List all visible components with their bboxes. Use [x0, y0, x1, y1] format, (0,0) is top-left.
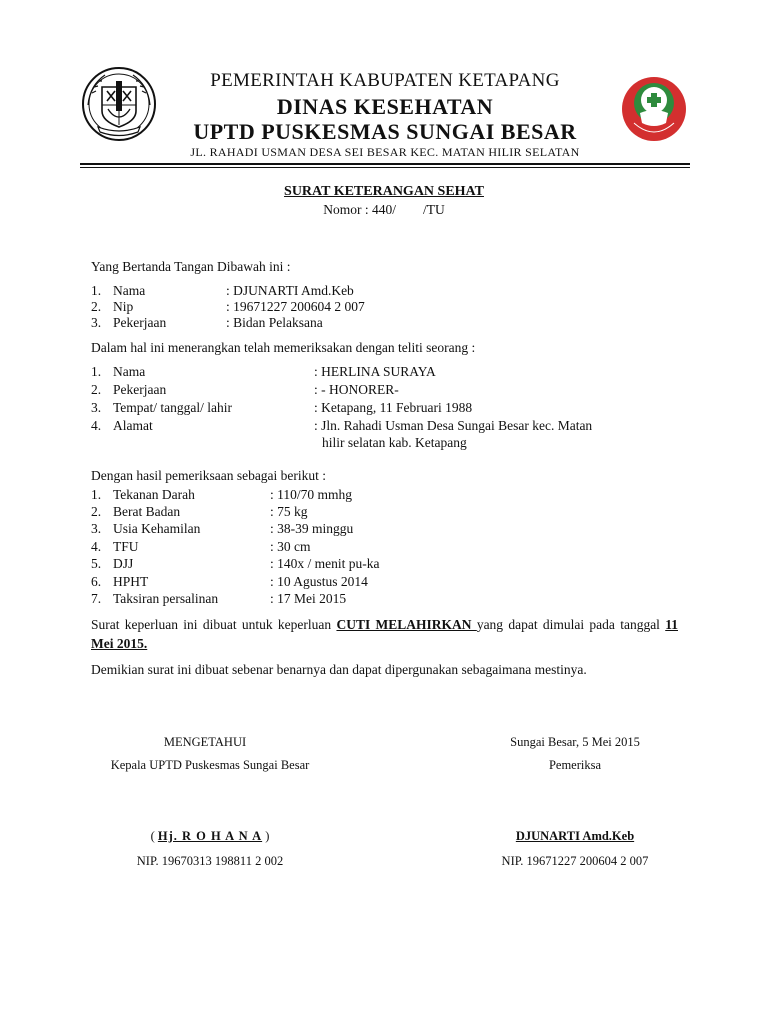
result-value: : 38-39 minggu [270, 521, 354, 536]
letterhead-rule [80, 163, 690, 165]
list-item: 3. Usia Kehamilan [91, 521, 201, 536]
head-signature-name: ( Hj. R O H A N A ) [150, 829, 270, 843]
leave-type: CUTI MELAHIRKAN [336, 617, 477, 632]
patient-birth-value: : Ketapang, 11 Februari 1988 [314, 400, 473, 415]
list-item: 2. Berat Badan [91, 504, 181, 519]
list-item: 6. HPHT [91, 574, 149, 589]
result-value: : 75 kg [270, 504, 308, 519]
document-number: Nomor : 440/ /TU [323, 202, 445, 217]
purpose-paragraph: Surat keperluan ini dibuat untuk keperluan CUTI MELAHIRKAN yang dapat dimulai pada tanggal 11 Mei 2015. [91, 617, 678, 651]
result-value: : 30 cm [270, 539, 311, 554]
acknowledge-label: MENGETAHUI [163, 735, 247, 749]
list-item: 1. Nama [91, 283, 146, 298]
examiner-signature-name: DJUNARTI Amd.Keb [515, 829, 635, 843]
signer-nip-value: : 19671227 200604 2 007 [226, 299, 365, 314]
list-item: 4. TFU [91, 539, 139, 554]
list-item: 4. Alamat [91, 418, 153, 433]
list-item: 3. Tempat/ tanggal/ lahir [91, 400, 233, 415]
patient-job-value: : - HONORER- [314, 382, 399, 397]
result-value: : 10 Agustus 2014 [270, 574, 368, 589]
document-title: SURAT KETERANGAN SEHAT [284, 184, 484, 199]
patient-address-value-line2: hilir selatan kab. Ketapang [322, 435, 467, 450]
letterhead-government: PEMERINTAH KABUPATEN KETAPANG [210, 70, 560, 91]
head-nip: NIP. 19670313 198811 2 002 [136, 854, 284, 868]
list-item: 2. Nip [91, 299, 134, 314]
leave-start-date: 11 Mei 2015. [91, 617, 678, 651]
patient-address-value: : Jln. Rahadi Usman Desa Sungai Besar kec. Matan [314, 418, 593, 433]
statement-text: Dalam hal ini menerangkan telah memeriksakan dengan teliti seorang : [91, 340, 476, 355]
letterhead-institution: UPTD PUSKESMAS SUNGAI BESAR [193, 119, 577, 144]
intro-text: Yang Bertanda Tangan Dibawah ini : [91, 259, 291, 274]
list-item: 1. Tekanan Darah [91, 487, 195, 502]
examiner-role: Pemeriksa [548, 758, 602, 772]
list-item: 3. Pekerjaan [91, 315, 167, 330]
closing-paragraph: Demikian surat ini dibuat sebenar benarnya dan dapat dipergunakan sebagaimana mestinya. [91, 662, 587, 677]
letterhead-department: DINAS KESEHATAN [276, 94, 494, 119]
list-item: 2. Pekerjaan [91, 382, 167, 397]
letterhead-rule-thin [80, 167, 690, 168]
result-value: : 110/70 mmhg [270, 487, 353, 502]
letterhead-address: JL. RAHADI USMAN DESA SEI BESAR KEC. MATAN HILIR SELATAN [190, 145, 580, 159]
list-item: 1. Nama [91, 364, 146, 379]
result-value: : 140x / menit pu-ka [270, 556, 380, 571]
ketapang-regency-emblem-icon [80, 65, 158, 143]
results-intro: Dengan hasil pemeriksaan sebagai berikut : [91, 468, 327, 483]
patient-name-value: : HERLINA SURAYA [314, 364, 436, 379]
signer-job-value: : Bidan Pelaksana [226, 315, 323, 330]
place-date: Sungai Besar, 5 Mei 2015 [510, 735, 640, 749]
signer-name-value: : DJUNARTI Amd.Keb [226, 283, 354, 298]
list-item: 5. DJJ [91, 556, 134, 571]
examiner-nip: NIP. 19671227 200604 2 007 [501, 854, 649, 868]
head-role: Kepala UPTD Puskesmas Sungai Besar [110, 758, 310, 772]
bakti-husada-icon [620, 73, 688, 145]
result-value: : 17 Mei 2015 [270, 591, 347, 606]
list-item: 7. Taksiran persalinan [91, 591, 219, 606]
